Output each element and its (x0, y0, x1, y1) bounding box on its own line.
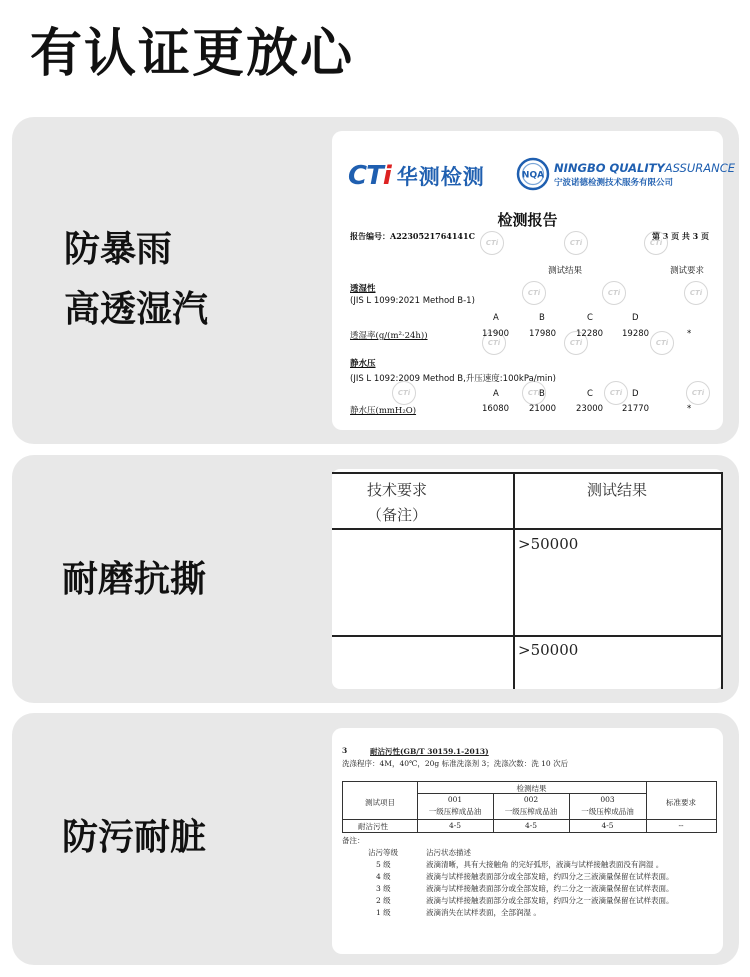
section1-value-a: 11900 (482, 329, 510, 339)
section2-col-d: D (632, 389, 639, 399)
table-rule (343, 819, 716, 820)
cti-logo (348, 161, 485, 191)
watermark-logo: CTi (392, 381, 416, 405)
watermark-logo: CTi (480, 231, 504, 255)
section1-value-b: 17980 (529, 329, 557, 339)
sample-no-3: 003 (600, 795, 615, 804)
row1-value: >50000 (518, 535, 579, 553)
note-label: 备注： (342, 836, 365, 845)
ningbo-logo-en-a: NINGBO QUALITY (554, 160, 665, 175)
table-rule (513, 472, 515, 689)
sample-no-1: 001 (447, 795, 463, 804)
watermark-logo: CTi (644, 231, 668, 255)
header-item: 测试项目 (365, 798, 395, 807)
section1-col-b: B (539, 313, 545, 323)
watermark-logo: CTi (522, 281, 546, 305)
table-rule (332, 528, 723, 530)
table-rule (332, 635, 723, 637)
result-column-header: 测试结果 (548, 266, 583, 276)
grade-level: 1 级 (376, 908, 391, 917)
row-label: 耐沾污性 (358, 822, 388, 831)
section2-name: 静水压 (350, 359, 376, 369)
panel-abrasion (12, 455, 739, 703)
row-value-2: 4-5 (524, 821, 538, 830)
section2-method: (JIS L 1092:2009 Method B,升压速度:100kPa/min) (350, 374, 556, 384)
header-result: 检测结果 (516, 784, 547, 793)
watermark-logo: CTi (564, 331, 588, 355)
header-standard: 标准要求 (666, 798, 696, 807)
section2-value-a: 16080 (482, 404, 510, 414)
grade-desc: 液滴与试样接触表面部分或全部发暗，约四分之三液滴量保留在试样表面。 (426, 872, 674, 881)
section1-requirement: * (687, 329, 692, 339)
wash-procedure: 洗涤程序：4M，40℃，20g 标准洗涤剂 3；洗涤次数：洗 10 次后 (342, 759, 569, 768)
watermark-logo: CTi (564, 231, 588, 255)
ningbo-logo-icon (516, 157, 550, 191)
section2-col-a: A (493, 389, 499, 399)
section1-name: 透湿性 (350, 284, 376, 294)
row-value-3: 4-5 (601, 821, 614, 830)
report-card (332, 131, 736, 430)
grade-desc: 液滴消失在试样表面，全部润湿 。 (426, 908, 541, 917)
watermark-logo: CTi (602, 281, 626, 305)
section2-requirement: * (687, 404, 692, 414)
grade-level: 5 级 (376, 860, 391, 869)
ningbo-logo-cn: 宁波诺德检测技术服务有限公司 (554, 177, 674, 188)
cti-logo-text: 华测检测 (396, 165, 485, 189)
section2-col-b: B (539, 389, 545, 399)
panel-stain (12, 713, 739, 965)
table-rule (721, 472, 723, 689)
panel-label: 防污耐脏 (62, 817, 207, 858)
section1-col-a: A (493, 313, 499, 323)
report-number: 报告编号：A2230521764141C (350, 231, 475, 241)
panel-label: 耐磨抗撕 (62, 559, 207, 600)
section2-value-b: 21000 (529, 404, 557, 414)
panel-waterproof (12, 117, 739, 444)
table-rule (332, 472, 723, 474)
header-left-line1: 技术要求 (366, 481, 427, 499)
sample-name-1: 一级压榨成品油 (428, 807, 482, 816)
panel-label-line1: 防暴雨 (64, 229, 173, 270)
sample-no-2: 002 (523, 795, 539, 804)
section2-value-d: 21770 (622, 404, 650, 414)
ningbo-logo-en-b: ASSURANCE (664, 160, 736, 175)
grade-desc: 液滴与试样接触表面部分或全部发暗，约四分之一液滴量保留在试样表面。 (426, 896, 674, 905)
section1-value-d: 19280 (622, 329, 650, 339)
row-standard: -- (678, 821, 684, 830)
cti-logo-mark-a: CT (348, 161, 383, 191)
section1-col-d: D (632, 313, 639, 323)
watermark-logo: CTi (482, 331, 506, 355)
grade-level: 3 级 (376, 884, 391, 893)
desc-header: 沾污状态描述 (426, 848, 471, 857)
section1-value-c: 12280 (576, 329, 604, 339)
section-number: 3 (342, 746, 348, 755)
section1-row-label: 透湿率(g/(m²·24h)) (350, 331, 428, 341)
report-title: 检测报告 (497, 211, 558, 229)
sample-name-3: 一级压榨成品油 (581, 807, 634, 816)
cti-logo-mark-b: i (382, 161, 391, 191)
panel-label-line2: 高透湿汽 (64, 289, 209, 330)
section-title: 耐沾污性(GB/T 30159.1-2013) (370, 747, 489, 756)
watermark-logo: CTi (650, 331, 674, 355)
section1-col-c: C (587, 313, 593, 323)
watermark-logo: CTi (522, 381, 546, 405)
header-left-line2: （备注） (366, 506, 427, 524)
section2-value-c: 23000 (576, 404, 604, 414)
row2-value: >50000 (518, 641, 579, 659)
watermark-logo: CTi (684, 281, 708, 305)
stain-result-table (342, 781, 717, 833)
sample-name-2: 一级压榨成品油 (504, 807, 558, 816)
ningbo-logo (516, 157, 735, 191)
requirement-column-header: 测试要求 (670, 266, 705, 276)
grade-header: 沾污等级 (368, 848, 398, 857)
stain-report-card (332, 728, 723, 954)
watermark-logo: CTi (604, 381, 628, 405)
report-page-info: 第 3 页 共 3 页 (651, 231, 709, 241)
grade-desc: 液滴与试样接触表面部分或全部发暗，约二分之一液滴量保留在试样表面。 (426, 884, 674, 893)
grade-level: 2 级 (376, 896, 391, 905)
page-title: 有认证更放心 (30, 24, 355, 84)
grade-desc: 液滴清晰，具有大接触角 的完好弧形，液滴与试样接触表面没有润湿 。 (426, 860, 664, 869)
grade-level: 4 级 (376, 872, 391, 881)
abrasion-table (332, 469, 723, 689)
watermark-logo: CTi (686, 381, 710, 405)
section1-method: (JIS L 1099:2021 Method B-1) (350, 296, 475, 306)
section2-col-c: C (587, 389, 593, 399)
section2-row-label: 静水压(mmH₂O) (350, 406, 417, 416)
ningbo-logo-ring-text: NQA (521, 170, 545, 181)
header-right: 测试结果 (586, 481, 647, 499)
abrasion-table-card (332, 469, 723, 689)
row-value-1: 4-5 (448, 821, 462, 830)
